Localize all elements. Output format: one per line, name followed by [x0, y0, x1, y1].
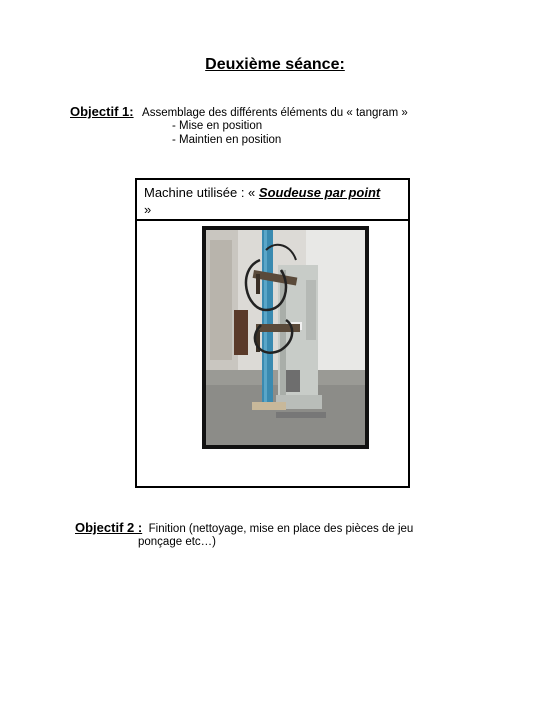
- objective-1-text: Assemblage des différents éléments du « tangram »: [142, 107, 408, 119]
- machine-name: Soudeuse par point: [258, 185, 381, 200]
- objective-2-text-continued: ponçage etc…): [138, 536, 216, 548]
- machine-photo: [202, 226, 369, 449]
- page-title: Deuxième séance:: [205, 56, 345, 73]
- objective-1-item: - Maintien en position: [172, 134, 282, 146]
- spot-welder-illustration: [206, 230, 365, 445]
- machine-suffix: »: [144, 202, 152, 217]
- box-divider: [137, 219, 408, 221]
- objective-2-row: [75, 519, 413, 537]
- objective-1-row: [70, 103, 408, 121]
- objective-2-label: Objectif 2 :: [75, 520, 143, 535]
- machine-prefix: Machine utilisée : «: [144, 185, 256, 200]
- machine-caption: [144, 184, 406, 218]
- objective-2-text: Finition (nettoyage, mise en place des pièces de jeu: [148, 523, 414, 535]
- objective-1-label: Objectif 1:: [70, 104, 134, 119]
- objective-1-item: - Mise en position: [172, 120, 263, 132]
